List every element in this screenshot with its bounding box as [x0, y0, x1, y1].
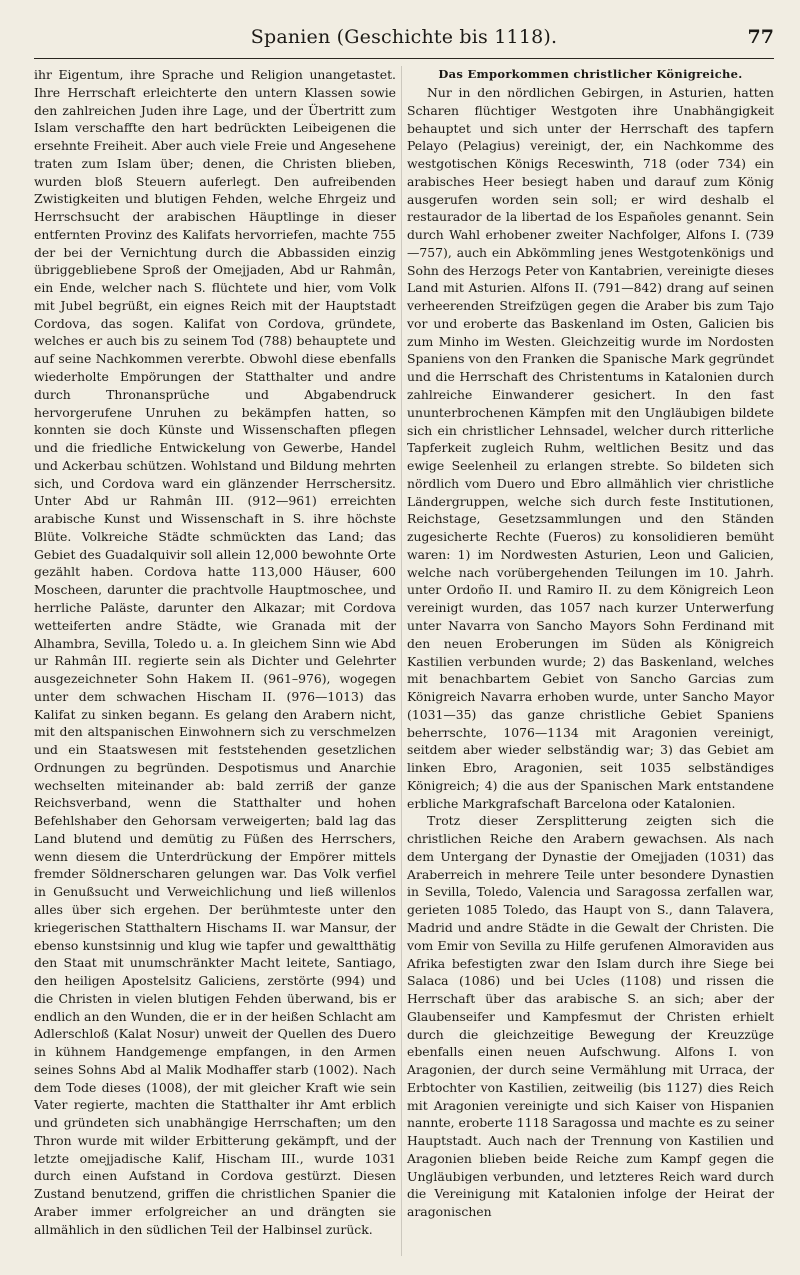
left-column [34, 66, 396, 1239]
column-divider [401, 66, 402, 1256]
header-rule [34, 58, 774, 59]
paragraph: Trotz dieser Zersplitterung zeigten sich die christlichen Reiche den Arabern gewachsen. Als nach dem Untergang der Dynastie der Omejjaden (1031) das Araberreich in mehrere Teile unter besondere Dynastien in Sevilla, Toledo, Valencia und Saragossa zerfallen war, gerieten 1085 Toledo, das Haupt von S., dann Talavera, Madrid und andre Städte in die Gewalt der Christen. Die vom Emir von Sevilla zu Hilfe gerufenen Almoraviden aus Afrika befestigten zwar den Islam durch ihre Siege bei Salaca (1086) und bei Ucles (1108) und rissen die Herrschaft über das arabische S. an sich; aber der Glaubenseifer und Kampfesmut der Christen erhielt durch die gleichzeitige Bewegung der Kreuzzüge ebenfalls einen neuen Aufschwung. Alfons I. von Aragonien, der durch seine Vermählung mit Urraca, der Erbtochter von Kastilien, zeitweilig (bis 1127) dies Reich mit Aragonien vereinigte und sich Kaiser von Hispanien nannte, eroberte 1118 Saragossa und machte es zu seiner Hauptstadt. Auch nach der Trennung von Kastilien und Aragonien blieben beide Reiche zum Kampf gegen die Ungläubigen verbunden, und letzteres Reich ward durch die Vereinigung mit Katalonien infolge der Heirat der aragonischen [407, 813, 774, 1220]
page-number: 77 [747, 26, 774, 48]
running-head: Spanien (Geschichte bis 1118). [250, 26, 558, 48]
paragraph: ihr Eigentum, ihre Sprache und Religion unangetastet. Ihre Herrschaft erleichterte den untern Klassen sowie den zahlreichen Juden ihre Lage, und der Übertritt zum Islam verschaffte den hart bedrückten Leibeigenen die ersehnte Freiheit. Aber auch viele Freie und Angesehene traten zum Islam über; denen, die Christen blieben, wurden bloß Steuern auferlegt. Den aufreibenden Zwistigkeiten und blutigen Fehden, welche Ehrgeiz und Herrschsucht der arabischen Häuptlinge in dieser entfernten Provinz des Kalifats hervorriefen, machte 755 der bei der Vernichtung durch die Abbassiden einzig übriggebliebene Sproß der Omejjaden, Abd ur Rahmân, ein Ende, welcher nach S. flüchtete und hier, vom Volk mit Jubel begrüßt, ein eignes Reich mit der Hauptstadt Cordova, das sogen. Kalifat von Cordova, gründete, welches er auch bis zu seinem Tod (788) behauptete und auf seine Nachkommen vererbte. Obwohl diese ebenfalls wiederholte Empörungen der Statthalter und andre durch Thronansprüche und Abgabendruck hervorgerufene Unruhen zu bekämpfen hatten, so konnten sie doch Künste und Wissenschaften pflegen und die friedliche Entwickelung von Gewerbe, Handel und Ackerbau schützen. Wohlstand und Bildung mehrten sich, und Cordova ward ein glänzender Herrschersitz. Unter Abd ur Rahmân III. (912—961) erreichten arabische Kunst und Wissenschaft in S. ihre höchste Blüte. Volkreiche Städte schmückten das Land; das Gebiet des Guadalquivir soll allein 12,000 bewohnte Orte gezählt haben. Cordova hatte 113,000 Häuser, 600 Moscheen, darunter die prachtvolle Hauptmoschee, und herrliche Paläste, darunter den Alkazar; mit Cordova wetteiferten andre Städte, wie Granada mit der Alhambra, Sevilla, Toledo u. a. In gleichem Sinn wie Abd ur Rahmân III. regierte sein als Dichter und Gelehrter ausgezeichneter Sohn Hakem II. (961–976), wogegen unter dem schwachen Hischam II. (976—1013) das Kalifat zu sinken begann. Es gelang den Arabern nicht, mit den altspanischen Einwohnern sich zu verschmelzen und ein Staatswesen mit feststehenden gesetzlichen Ordnungen zu begründen. Despotismus und Anarchie wechselten miteinander ab: bald zerriß der ganze Reichsverband, wenn die Statthalter und hohen Befehlshaber den Gehorsam verweigerten; bald lag das Land blutend und demütig zu Füßen des Herrschers, wenn diesem die Unterdrückung der Empörer mittels fremder Söldnerscharen gelungen war. Das Volk verfiel in Genußsucht und Verweichlichung und ließ willenlos alles über sich ergehen. Der berühmteste unter den kriegerischen Statthaltern Hischams II. war Mansur, der ebenso kunstsinnig und klug wie tapfer und gewaltthätig den Staat mit unumschränkter Macht leitete, Santiago, den heiligen Apostelsitz Galiciens, zerstörte (994) und die Christen in vielen blutigen Fehden überwand, bis er endlich an den Wunden, die er in der heißen Schlacht am Adlerschloß (Kalat Nosur) unweit der Quellen des Duero in kühnem Handgemenge empfangen, in den Armen seines Sohns Abd al Malik Modhaffer starb (1002). Nach dem Tode dieses (1008), der mit gleicher Kraft wie sein Vater regierte, machten die Statthalter ihr Amt erblich und gründeten sich unabhängige Herrschaften; um den Thron wurde mit wilder Erbitterung gekämpft, und der letzte omejjadische Kalif, Hischam III., wurde 1031 durch einen Aufstand in Cordova gestürzt. Diesen Zustand benutzend, griffen die christlichen Spanier die Araber immer erfolgreicher an und drängten sie allmählich in den südlichen Teil der Halbinsel zurück. [34, 67, 396, 1237]
section-title: Das Emporkommen christlicher Königreiche. [438, 67, 743, 81]
paragraph: Nur in den nördlichen Gebirgen, in Asturien, hatten Scharen flüchtiger Westgoten ihre Unabhängigkeit behauptet und sich unter der Herrschaft des tapfern Pelayo (Pelagius) vereinigt, der, ein Nachkomme des westgotischen Königs Receswinth, 718 (oder 734) ein arabisches Heer besiegt haben und darauf zum König ausgerufen worden sein soll; er wird deshalb el restaurador de la libertad de los Españoles genannt. Sein durch Wahl erhobener zweiter Nachfolger, Alfons I. (739—757), auch ein Abkömmling jenes Westgotenkönigs und Sohn des Herzogs Peter von Kantabrien, vereinigte dieses Land mit Asturien. Alfons II. (791—842) drang auf seinen verheerenden Streifzügen gegen die Araber bis zum Tajo vor und eroberte das Baskenland im Osten, Galicien bis zum Minho im Westen. Gleichzeitig wurde im Nordosten Spaniens von den Franken die Spanische Mark gegründet und die Herrschaft des Christentums in Katalonien durch zahlreiche Einwanderer gesichert. In den fast ununterbrochenen Kämpfen mit den Ungläubigen bildete sich ein christlicher Lehnsadel, welcher durch ritterliche Tapferkeit zugleich Ruhm, weltlichen Besitz und das ewige Seelenheil zu erlangen strebte. So bildeten sich nördlich vom Duero und Ebro allmählich vier christliche Ländergruppen, welche sich durch feste Institutionen, Reichstage, Gesetzsammlungen und den Ständen zugesicherte Rechte (Fueros) zu konsolidieren bemüht waren: 1) im Nordwesten Asturien, Leon und Galicien, welche nach vorübergehenden Teilungen im 10. Jahrh. unter Ordoño II. und Ramiro II. zu dem Königreich Leon vereinigt wurden, das 1057 nach kurzer Unterwerfung unter Navarra von Sancho Mayors Sohn Ferdinand mit den neuen Eroberungen im Süden als Königreich Kastilien verbunden wurde; 2) das Baskenland, welches mit benachbartem Gebiet von Sancho Garcias zum Königreich Navarra erhoben wurde, unter Sancho Mayor (1031—35) das ganze christliche Gebiet Spaniens beherrschte, 1076—1134 mit Aragonien vereinigt, seitdem aber wieder selbständig war; 3) das Gebiet am linken Ebro, Aragonien, seit 1035 selbständiges Königreich; 4) die aus der Spanischen Mark entstandene erbliche Markgrafschaft Barcelona oder Katalonien. [407, 85, 774, 811]
right-column [407, 66, 774, 1221]
page-header [34, 26, 774, 56]
